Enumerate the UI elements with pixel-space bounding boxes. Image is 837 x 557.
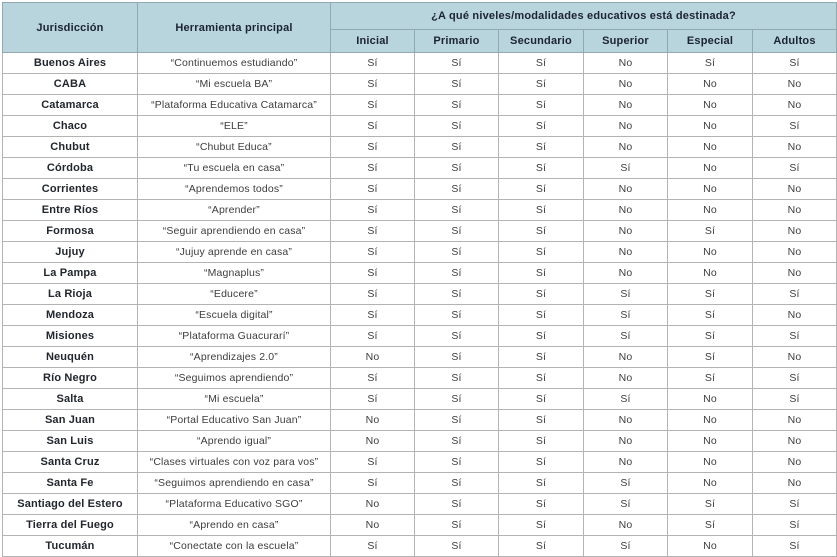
tool-cell: “Aprendemos todos” xyxy=(138,179,331,200)
level-cell: Sí xyxy=(331,221,415,242)
table-row xyxy=(3,179,837,200)
jurisdiction-cell: San Luis xyxy=(3,431,138,452)
level-cell: Sí xyxy=(499,431,584,452)
level-cell: No xyxy=(753,74,837,95)
jurisdiction-cell: Santa Cruz xyxy=(3,452,138,473)
tool-cell: “Seguimos aprendiendo en casa” xyxy=(138,473,331,494)
level-cell: Sí xyxy=(584,158,668,179)
level-cell: Sí xyxy=(415,263,499,284)
level-cell: No xyxy=(753,221,837,242)
jurisdiction-cell: Salta xyxy=(3,389,138,410)
level-cell: Sí xyxy=(668,305,753,326)
level-cell: No xyxy=(331,515,415,536)
level-cell: No xyxy=(753,473,837,494)
level-cell: No xyxy=(668,158,753,179)
level-cell: Sí xyxy=(415,95,499,116)
tool-cell: “Plataforma Guacurarí” xyxy=(138,326,331,347)
column-header-primario: Primario xyxy=(415,30,499,53)
jurisdiction-cell: Tucumán xyxy=(3,536,138,557)
level-cell: No xyxy=(584,347,668,368)
level-cell: No xyxy=(753,242,837,263)
level-cell: Sí xyxy=(331,74,415,95)
level-cell: No xyxy=(753,200,837,221)
level-cell: Sí xyxy=(415,326,499,347)
jurisdiction-cell: Chubut xyxy=(3,137,138,158)
level-cell: Sí xyxy=(584,305,668,326)
level-cell: No xyxy=(584,242,668,263)
level-cell: No xyxy=(753,137,837,158)
level-cell: No xyxy=(668,179,753,200)
level-cell: No xyxy=(331,494,415,515)
level-cell: No xyxy=(668,389,753,410)
level-cell: Sí xyxy=(753,536,837,557)
level-cell: Sí xyxy=(584,284,668,305)
tool-cell: “Continuemos estudiando” xyxy=(138,53,331,74)
level-cell: Sí xyxy=(415,452,499,473)
table-row xyxy=(3,389,837,410)
table-row xyxy=(3,200,837,221)
level-cell: Sí xyxy=(499,74,584,95)
level-cell: Sí xyxy=(668,494,753,515)
level-cell: Sí xyxy=(753,284,837,305)
table-row xyxy=(3,95,837,116)
tool-cell: “Mi escuela BA” xyxy=(138,74,331,95)
level-cell: Sí xyxy=(753,116,837,137)
table-row xyxy=(3,473,837,494)
level-cell: No xyxy=(668,137,753,158)
table-row xyxy=(3,536,837,557)
level-cell: Sí xyxy=(331,326,415,347)
column-header-levels-group: ¿A qué niveles/modalidades educativos está destinada? xyxy=(331,3,837,30)
level-cell: Sí xyxy=(499,221,584,242)
table-row xyxy=(3,137,837,158)
level-cell: Sí xyxy=(331,242,415,263)
column-header-jurisdiction: Jurisdicción xyxy=(3,3,138,53)
jurisdiction-cell: San Juan xyxy=(3,410,138,431)
level-cell: No xyxy=(584,53,668,74)
level-cell: No xyxy=(668,410,753,431)
jurisdiction-cell: Santa Fe xyxy=(3,473,138,494)
level-cell: Sí xyxy=(499,95,584,116)
level-cell: No xyxy=(753,347,837,368)
level-cell: No xyxy=(668,95,753,116)
level-cell: No xyxy=(668,452,753,473)
table-row xyxy=(3,158,837,179)
level-cell: Sí xyxy=(499,515,584,536)
table-row xyxy=(3,116,837,137)
level-cell: No xyxy=(753,452,837,473)
level-cell: Sí xyxy=(415,347,499,368)
level-cell: Sí xyxy=(331,536,415,557)
table-row xyxy=(3,242,837,263)
tool-cell: “Tu escuela en casa” xyxy=(138,158,331,179)
jurisdiction-cell: Chaco xyxy=(3,116,138,137)
level-cell: Sí xyxy=(415,116,499,137)
level-cell: No xyxy=(584,116,668,137)
level-cell: No xyxy=(753,431,837,452)
level-cell: Sí xyxy=(331,95,415,116)
column-header-inicial: Inicial xyxy=(331,30,415,53)
level-cell: Sí xyxy=(415,284,499,305)
level-cell: No xyxy=(584,200,668,221)
tool-cell: “Aprendizajes 2.0” xyxy=(138,347,331,368)
column-header-especial: Especial xyxy=(668,30,753,53)
level-cell: Sí xyxy=(499,326,584,347)
table-row xyxy=(3,221,837,242)
jurisdiction-cell: Misiones xyxy=(3,326,138,347)
level-cell: Sí xyxy=(584,389,668,410)
level-cell: Sí xyxy=(499,347,584,368)
jurisdiction-cell: Formosa xyxy=(3,221,138,242)
tool-cell: “Seguir aprendiendo en casa” xyxy=(138,221,331,242)
level-cell: Sí xyxy=(499,242,584,263)
level-cell: No xyxy=(331,347,415,368)
level-cell: Sí xyxy=(499,410,584,431)
level-cell: Sí xyxy=(331,137,415,158)
level-cell: Sí xyxy=(584,494,668,515)
level-cell: Sí xyxy=(499,452,584,473)
table-row xyxy=(3,53,837,74)
level-cell: No xyxy=(331,410,415,431)
column-header-adultos: Adultos xyxy=(753,30,837,53)
table-row xyxy=(3,263,837,284)
tool-cell: “Aprendo en casa” xyxy=(138,515,331,536)
jurisdiction-cell: Mendoza xyxy=(3,305,138,326)
table-row xyxy=(3,452,837,473)
level-cell: Sí xyxy=(499,263,584,284)
jurisdiction-cell: CABA xyxy=(3,74,138,95)
level-cell: Sí xyxy=(331,473,415,494)
level-cell: Sí xyxy=(415,368,499,389)
level-cell: Sí xyxy=(499,368,584,389)
level-cell: Sí xyxy=(415,53,499,74)
jurisdiction-cell: La Pampa xyxy=(3,263,138,284)
level-cell: Sí xyxy=(499,116,584,137)
table-row xyxy=(3,305,837,326)
tool-cell: “Educere” xyxy=(138,284,331,305)
jurisdiction-cell: Corrientes xyxy=(3,179,138,200)
level-cell: Sí xyxy=(668,347,753,368)
level-cell: No xyxy=(584,431,668,452)
table-row xyxy=(3,326,837,347)
level-cell: Sí xyxy=(668,53,753,74)
education-levels-table xyxy=(2,2,837,557)
level-cell: Sí xyxy=(415,200,499,221)
level-cell: Sí xyxy=(415,305,499,326)
level-cell: No xyxy=(584,515,668,536)
jurisdiction-cell: La Rioja xyxy=(3,284,138,305)
level-cell: Sí xyxy=(499,473,584,494)
table-row xyxy=(3,347,837,368)
tool-cell: “Plataforma Educativo SGO” xyxy=(138,494,331,515)
level-cell: Sí xyxy=(753,494,837,515)
level-cell: No xyxy=(331,431,415,452)
level-cell: Sí xyxy=(331,368,415,389)
level-cell: Sí xyxy=(499,389,584,410)
jurisdiction-cell: Catamarca xyxy=(3,95,138,116)
level-cell: No xyxy=(584,263,668,284)
level-cell: Sí xyxy=(668,221,753,242)
level-cell: No xyxy=(668,242,753,263)
level-cell: No xyxy=(753,305,837,326)
level-cell: No xyxy=(753,410,837,431)
column-header-superior: Superior xyxy=(584,30,668,53)
tool-cell: “Aprendo igual” xyxy=(138,431,331,452)
jurisdiction-cell: Córdoba xyxy=(3,158,138,179)
level-cell: Sí xyxy=(331,116,415,137)
level-cell: No xyxy=(753,263,837,284)
table-row xyxy=(3,494,837,515)
tool-cell: “Portal Educativo San Juan” xyxy=(138,410,331,431)
table-row xyxy=(3,431,837,452)
jurisdiction-cell: Entre Ríos xyxy=(3,200,138,221)
level-cell: Sí xyxy=(668,515,753,536)
tool-cell: “Escuela digital” xyxy=(138,305,331,326)
level-cell: No xyxy=(753,179,837,200)
level-cell: Sí xyxy=(753,326,837,347)
level-cell: No xyxy=(584,221,668,242)
level-cell: No xyxy=(668,74,753,95)
jurisdiction-cell: Buenos Aires xyxy=(3,53,138,74)
level-cell: Sí xyxy=(415,221,499,242)
level-cell: No xyxy=(668,473,753,494)
level-cell: Sí xyxy=(499,200,584,221)
level-cell: Sí xyxy=(499,494,584,515)
column-header-secundario: Secundario xyxy=(499,30,584,53)
level-cell: Sí xyxy=(499,137,584,158)
level-cell: Sí xyxy=(584,326,668,347)
level-cell: No xyxy=(584,179,668,200)
level-cell: Sí xyxy=(499,179,584,200)
level-cell: Sí xyxy=(415,158,499,179)
tool-cell: “Aprender” xyxy=(138,200,331,221)
level-cell: No xyxy=(668,536,753,557)
table-row xyxy=(3,368,837,389)
level-cell: Sí xyxy=(499,284,584,305)
level-cell: Sí xyxy=(584,536,668,557)
table-row xyxy=(3,284,837,305)
level-cell: Sí xyxy=(415,515,499,536)
jurisdiction-cell: Río Negro xyxy=(3,368,138,389)
level-cell: Sí xyxy=(331,158,415,179)
level-cell: Sí xyxy=(499,536,584,557)
level-cell: Sí xyxy=(331,389,415,410)
tool-cell: “ELE” xyxy=(138,116,331,137)
level-cell: Sí xyxy=(415,494,499,515)
level-cell: Sí xyxy=(668,284,753,305)
level-cell: Sí xyxy=(753,368,837,389)
tool-cell: “Chubut Educa” xyxy=(138,137,331,158)
level-cell: No xyxy=(668,431,753,452)
level-cell: No xyxy=(584,137,668,158)
tool-cell: “Plataforma Educativa Catamarca” xyxy=(138,95,331,116)
level-cell: Sí xyxy=(499,305,584,326)
level-cell: Sí xyxy=(415,473,499,494)
column-header-tool: Herramienta principal xyxy=(138,3,331,53)
level-cell: Sí xyxy=(753,53,837,74)
level-cell: Sí xyxy=(331,179,415,200)
jurisdiction-cell: Jujuy xyxy=(3,242,138,263)
table-row xyxy=(3,410,837,431)
level-cell: Sí xyxy=(415,137,499,158)
level-cell: Sí xyxy=(753,158,837,179)
level-cell: Sí xyxy=(415,536,499,557)
level-cell: Sí xyxy=(415,389,499,410)
level-cell: Sí xyxy=(499,158,584,179)
level-cell: Sí xyxy=(499,53,584,74)
level-cell: Sí xyxy=(668,326,753,347)
level-cell: Sí xyxy=(753,515,837,536)
level-cell: No xyxy=(584,410,668,431)
jurisdiction-cell: Santiago del Estero xyxy=(3,494,138,515)
level-cell: Sí xyxy=(584,473,668,494)
level-cell: Sí xyxy=(753,389,837,410)
table-row xyxy=(3,74,837,95)
level-cell: Sí xyxy=(331,305,415,326)
level-cell: No xyxy=(584,452,668,473)
level-cell: Sí xyxy=(331,200,415,221)
level-cell: Sí xyxy=(415,179,499,200)
level-cell: Sí xyxy=(331,53,415,74)
level-cell: Sí xyxy=(331,284,415,305)
level-cell: Sí xyxy=(331,263,415,284)
level-cell: No xyxy=(753,95,837,116)
tool-cell: “Clases virtuales con voz para vos” xyxy=(138,452,331,473)
tool-cell: “Conectate con la escuela” xyxy=(138,536,331,557)
level-cell: No xyxy=(584,368,668,389)
table-header xyxy=(3,3,837,53)
header-row-group xyxy=(3,3,837,30)
table-row xyxy=(3,515,837,536)
level-cell: No xyxy=(584,74,668,95)
level-cell: No xyxy=(668,200,753,221)
level-cell: Sí xyxy=(668,368,753,389)
tool-cell: “Magnaplus” xyxy=(138,263,331,284)
tool-cell: “Jujuy aprende en casa” xyxy=(138,242,331,263)
table-body xyxy=(3,53,837,557)
level-cell: Sí xyxy=(415,242,499,263)
tool-cell: “Mi escuela” xyxy=(138,389,331,410)
level-cell: No xyxy=(584,95,668,116)
level-cell: No xyxy=(668,263,753,284)
level-cell: Sí xyxy=(415,74,499,95)
level-cell: Sí xyxy=(415,431,499,452)
level-cell: No xyxy=(668,116,753,137)
level-cell: Sí xyxy=(331,452,415,473)
jurisdiction-cell: Tierra del Fuego xyxy=(3,515,138,536)
tool-cell: “Seguimos aprendiendo” xyxy=(138,368,331,389)
level-cell: Sí xyxy=(415,410,499,431)
jurisdiction-cell: Neuquén xyxy=(3,347,138,368)
